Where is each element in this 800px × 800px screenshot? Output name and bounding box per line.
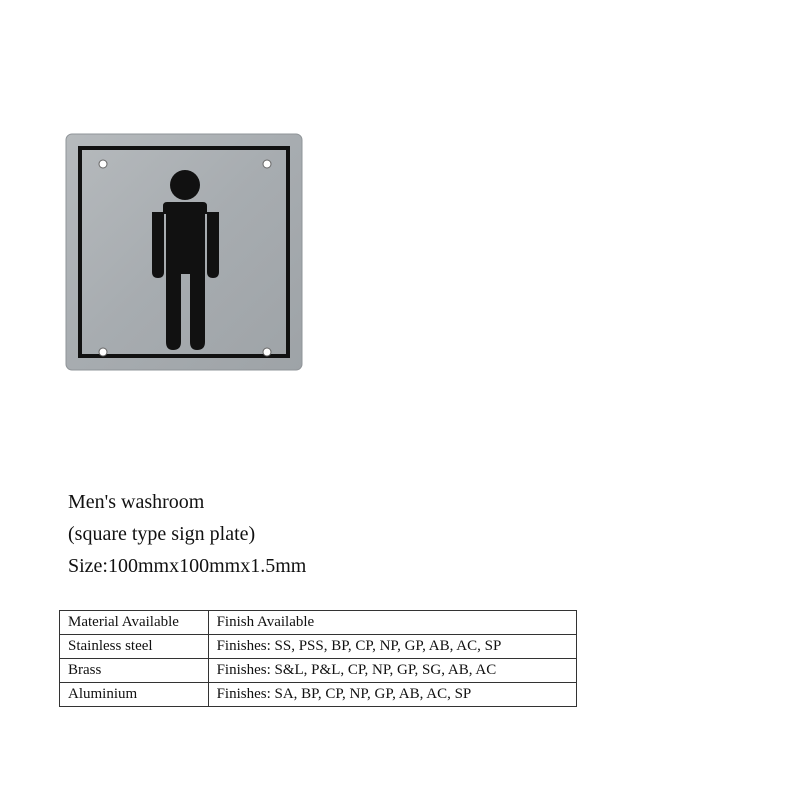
product-size: Size:100mmx100mmx1.5mm — [68, 555, 307, 577]
finish-cell: Finishes: SS, PSS, BP, CP, NP, GP, AB, AC, SP — [208, 635, 576, 659]
material-cell: Stainless steel — [60, 635, 209, 659]
screw-hole-icon — [263, 348, 271, 356]
product-name: Men's washroom — [68, 491, 205, 513]
header-finish: Finish Available — [208, 611, 576, 635]
table-header-row — [60, 611, 577, 635]
table-row — [60, 659, 577, 683]
product-caption — [68, 488, 306, 584]
specification-table — [59, 610, 577, 707]
header-material: Material Available — [60, 611, 209, 635]
table-row — [60, 635, 577, 659]
screw-hole-icon — [99, 160, 107, 168]
screw-hole-icon — [263, 160, 271, 168]
material-cell: Brass — [60, 659, 209, 683]
material-cell: Aluminium — [60, 683, 209, 707]
finish-cell: Finishes: SA, BP, CP, NP, GP, AB, AC, SP — [208, 683, 576, 707]
product-type: (square type sign plate) — [68, 523, 256, 545]
sign-plate-image — [64, 132, 304, 372]
finish-cell: Finishes: S&L, P&L, CP, NP, GP, SG, AB, AC — [208, 659, 576, 683]
table-row — [60, 683, 577, 707]
screw-hole-icon — [99, 348, 107, 356]
